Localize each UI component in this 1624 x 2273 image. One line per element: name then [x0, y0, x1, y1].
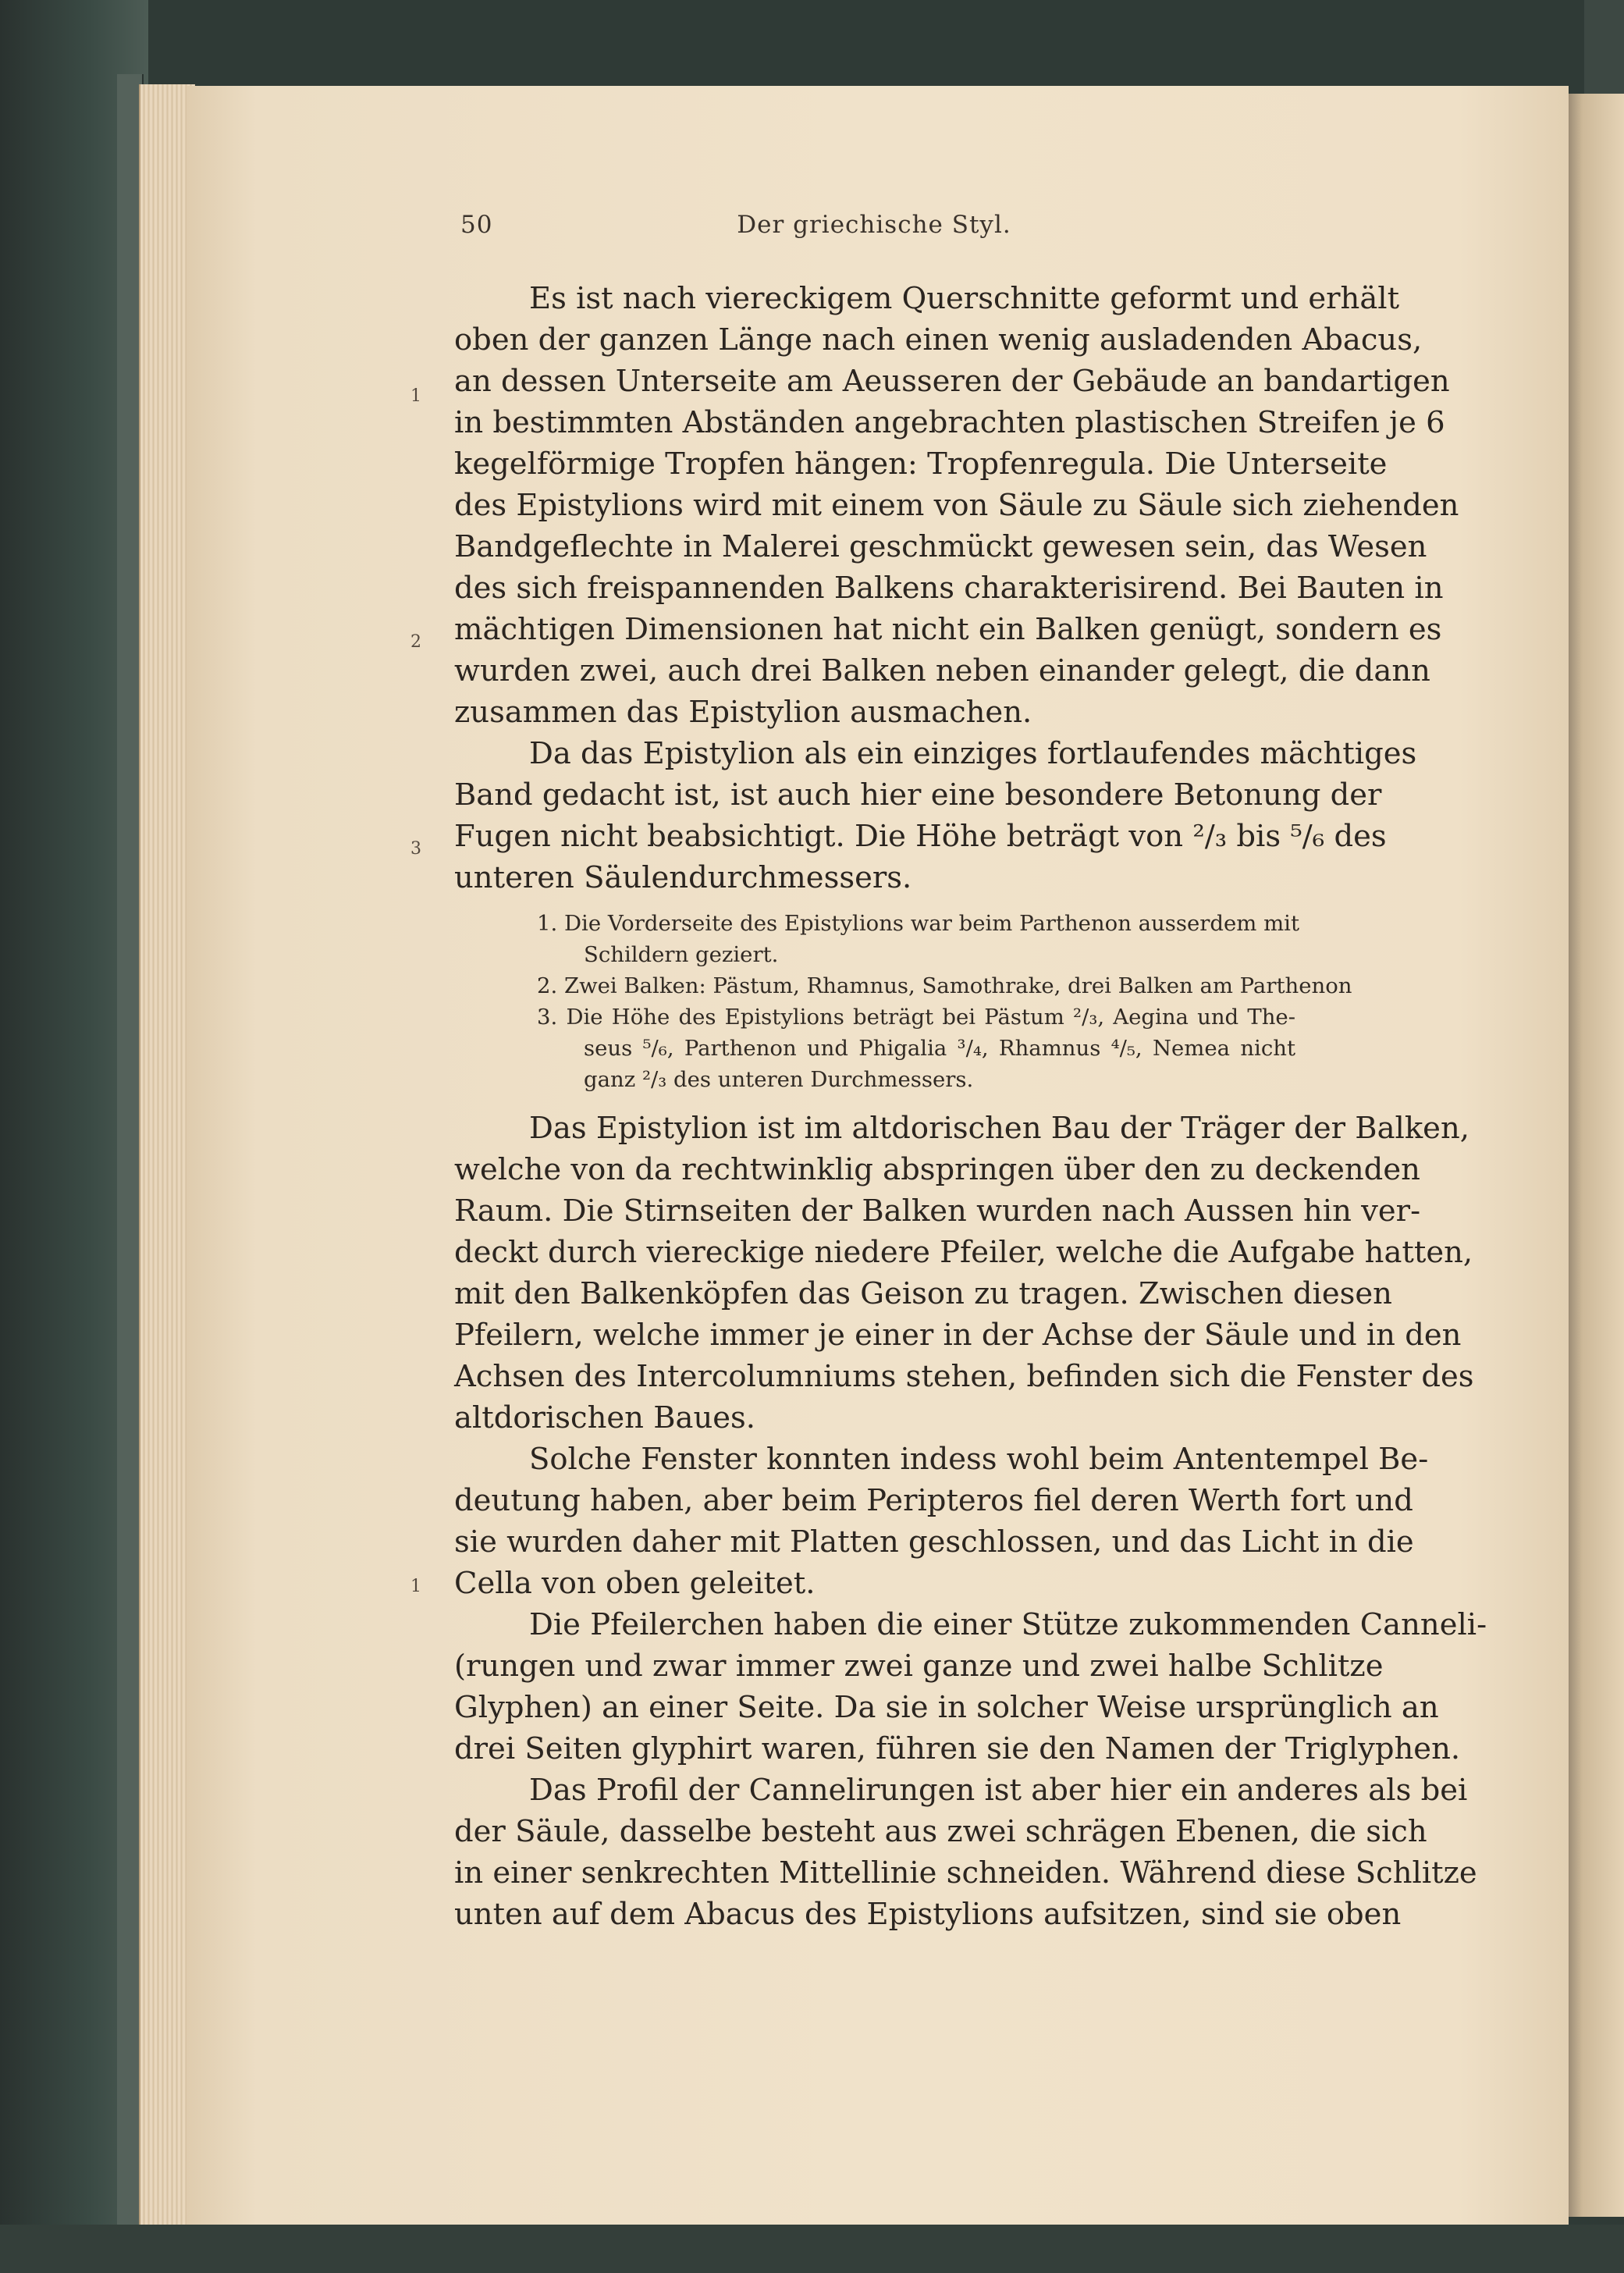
text-line: wurden zwei, auch drei Balken neben einander gelegt, die dann [454, 653, 1430, 688]
text-line: sie wurden daher mit Platten geschlossen, und das Licht in die [454, 1524, 1414, 1560]
text-line: Es ist nach viereckigem Querschnitte geformt und erhält [529, 281, 1400, 316]
text-line: Pfeilern, welche immer je einer in der Achse der Säule und in den [454, 1318, 1462, 1353]
footnote-line: 3. Die Höhe des Epistylions beträgt bei Pästum ²/₃, Aegina und The- [537, 1005, 1295, 1030]
text-line: Solche Fenster konnten indess wohl beim Antentempel Be- [529, 1442, 1429, 1477]
margin-mark: 2 [410, 632, 421, 652]
text-line: der Säule, dasselbe besteht aus zwei schrägen Ebenen, die sich [454, 1814, 1427, 1849]
running-title: Der griechische Styl. [737, 211, 1011, 239]
text-line: unteren Säulendurchmessers. [454, 860, 912, 895]
text-line: Achsen des Intercolumniums stehen, befinden sich die Fenster des [454, 1359, 1474, 1394]
facing-page-edge [1569, 94, 1624, 2217]
text-line: oben der ganzen Länge nach einen wenig ausladenden Abacus, [454, 322, 1423, 357]
text-line: Glyphen) an einer Seite. Da sie in solcher Weise ursprünglich an [454, 1690, 1439, 1725]
book-page [187, 86, 1569, 2225]
text-line: in einer senkrechten Mittellinie schneiden. Während diese Schlitze [454, 1855, 1477, 1891]
text-line: unten auf dem Abacus des Epistylions aufsitzen, sind sie oben [454, 1897, 1402, 1932]
text-line: (rungen und zwar immer zwei ganze und zwei halbe Schlitze [454, 1649, 1384, 1684]
footnote-line: Schildern geziert. [584, 942, 779, 967]
text-line: Fugen nicht beabsichtigt. Die Höhe beträgt von ²/₃ bis ⁵/₆ des [454, 819, 1387, 854]
text-line: Cella von oben geleitet. [454, 1566, 816, 1601]
text-line: Das Epistylion ist im altdorischen Bau der Träger der Balken, [529, 1111, 1469, 1146]
text-line: zusammen das Epistylion ausmachen. [454, 695, 1032, 730]
text-line: des Epistylions wird mit einem von Säule zu Säule sich ziehenden [454, 488, 1459, 523]
footnote-line: seus ⁵/₆, Parthenon und Phigalia ³/₄, Rhamnus ⁴/₅, Nemea nicht [584, 1036, 1295, 1061]
text-line: des sich freispannenden Balkens charakterisirend. Bei Bauten in [454, 571, 1444, 606]
margin-mark: 1 [410, 1577, 421, 1596]
footnote-line: ganz ²/₃ des unteren Durchmessers. [584, 1067, 974, 1092]
text-line: Die Pfeilerchen haben die einer Stütze zukommenden Canneli- [529, 1607, 1487, 1642]
text-line: Das Profil der Cannelirungen ist aber hier ein anderes als bei [529, 1773, 1468, 1808]
background-corner [1584, 0, 1624, 101]
text-line: in bestimmten Abständen angebrachten plastischen Streifen je 6 [454, 405, 1445, 440]
text-line: Bandgeflechte in Malerei geschmückt gewesen sein, das Wesen [454, 529, 1427, 564]
text-line: mit den Balkenköpfen das Geison zu tragen. Zwischen diesen [454, 1276, 1392, 1311]
text-line: Da das Epistylion als ein einziges fortlaufendes mächtiges [529, 736, 1417, 771]
page-text [187, 86, 1569, 2225]
running-header [460, 211, 1288, 258]
footnote-line: 2. Zwei Balken: Pästum, Rhamnus, Samothrake, drei Balken am Parthenon [537, 973, 1352, 998]
text-line: altdorischen Baues. [454, 1400, 756, 1435]
margin-mark: 3 [410, 839, 421, 859]
text-line: deckt durch viereckige niedere Pfeiler, welche die Aufgabe hatten, [454, 1235, 1473, 1270]
text-line: drei Seiten glyphirt waren, führen sie den Namen der Triglyphen. [454, 1731, 1461, 1766]
text-line: mächtigen Dimensionen hat nicht ein Balken genügt, sondern es [454, 612, 1442, 647]
text-line: welche von da rechtwinklig abspringen über den zu deckenden [454, 1152, 1420, 1187]
text-line: an dessen Unterseite am Aeusseren der Gebäude an bandartigen [454, 364, 1450, 399]
text-line: deutung haben, aber beim Peripteros fiel deren Werth fort und [454, 1483, 1413, 1518]
page-number: 50 [460, 211, 493, 239]
text-line: Raum. Die Stirnseiten der Balken wurden nach Aussen hin ver- [454, 1193, 1421, 1229]
background-bottom [0, 2225, 1624, 2273]
text-line: kegelförmige Tropfen hängen: Tropfenregula. Die Unterseite [454, 446, 1388, 482]
footnote-line: 1. Die Vorderseite des Epistylions war beim Parthenon ausserdem mit [537, 911, 1300, 936]
text-line: Band gedacht ist, ist auch hier eine besondere Betonung der [454, 777, 1382, 813]
margin-mark: 1 [410, 386, 421, 406]
